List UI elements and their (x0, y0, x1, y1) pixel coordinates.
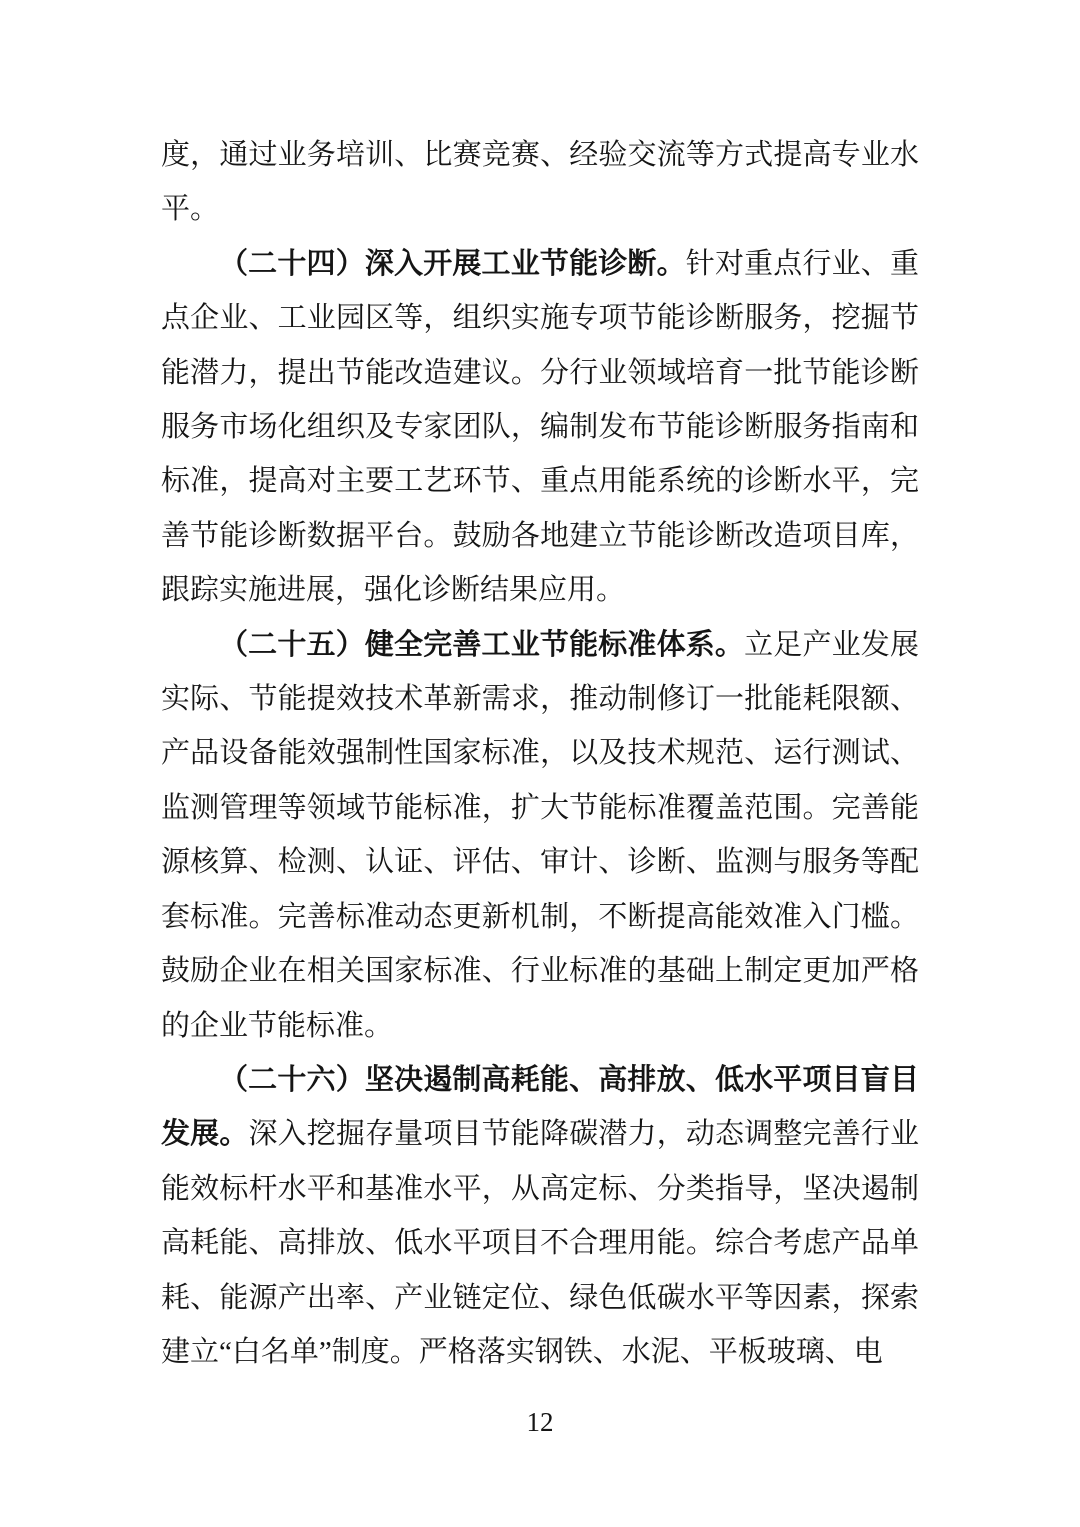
section-heading: （二十五）健全完善工业节能标准体系。 (219, 628, 745, 661)
paragraph-text: 针对重点行业、重点企业、工业园区等，组织实施专项节能诊断服务，挖掘节能潜力，提出节能改造建议。分行业领域培育一批节能诊断服务市场化组织及专家团队，编制发布节能诊断服务指南和标准，提高对主要工艺环节、重点用能系统的诊断水平，完善节能诊断数据平台。鼓励各地建立节能诊断改造项目库，跟踪实施进展，强化诊断结果应用。 (161, 247, 919, 607)
section-heading: （二十六）坚决遏制高耗能、高排放、低水平项目盲目发展。 (161, 1063, 919, 1151)
paragraph-text: 度，通过业务培训、比赛竞赛、经验交流等方式提高专业水平。 (161, 139, 919, 226)
document-body (161, 128, 919, 1379)
page-number: 12 (526, 1407, 554, 1437)
paragraph-section-26 (161, 1053, 919, 1379)
paragraph-continuation (161, 128, 919, 237)
paragraph-section-24 (161, 237, 919, 618)
paragraph-text: 立足产业发展实际、节能提效技术革新需求，推动制修订一批能耗限额、产品设备能效强制性国家标准，以及技术规范、运行测试、监测管理等领域节能标准，扩大节能标准覆盖范围。完善能源核算、检测、认证、评估、审计、诊断、监测与服务等配套标准。完善标准动态更新机制，不断提高能效准入门槛。鼓励企业在相关国家标准、行业标准的基础上制定更加严格的企业节能标准。 (161, 628, 919, 1042)
section-heading: （二十四）深入开展工业节能诊断。 (219, 247, 686, 280)
paragraph-section-25 (161, 618, 919, 1053)
paragraph-text: 深入挖掘存量项目节能降碳潜力，动态调整完善行业能效标杆水平和基准水平，从高定标、分类指导，坚决遏制高耗能、高排放、低水平项目不合理用能。综合考虑产品单耗、能源产出率、产业链定位、绿色低碳水平等因素，探索建立“白名单”制度。严格落实钢铁、水泥、平板玻璃、电 (161, 1118, 919, 1368)
